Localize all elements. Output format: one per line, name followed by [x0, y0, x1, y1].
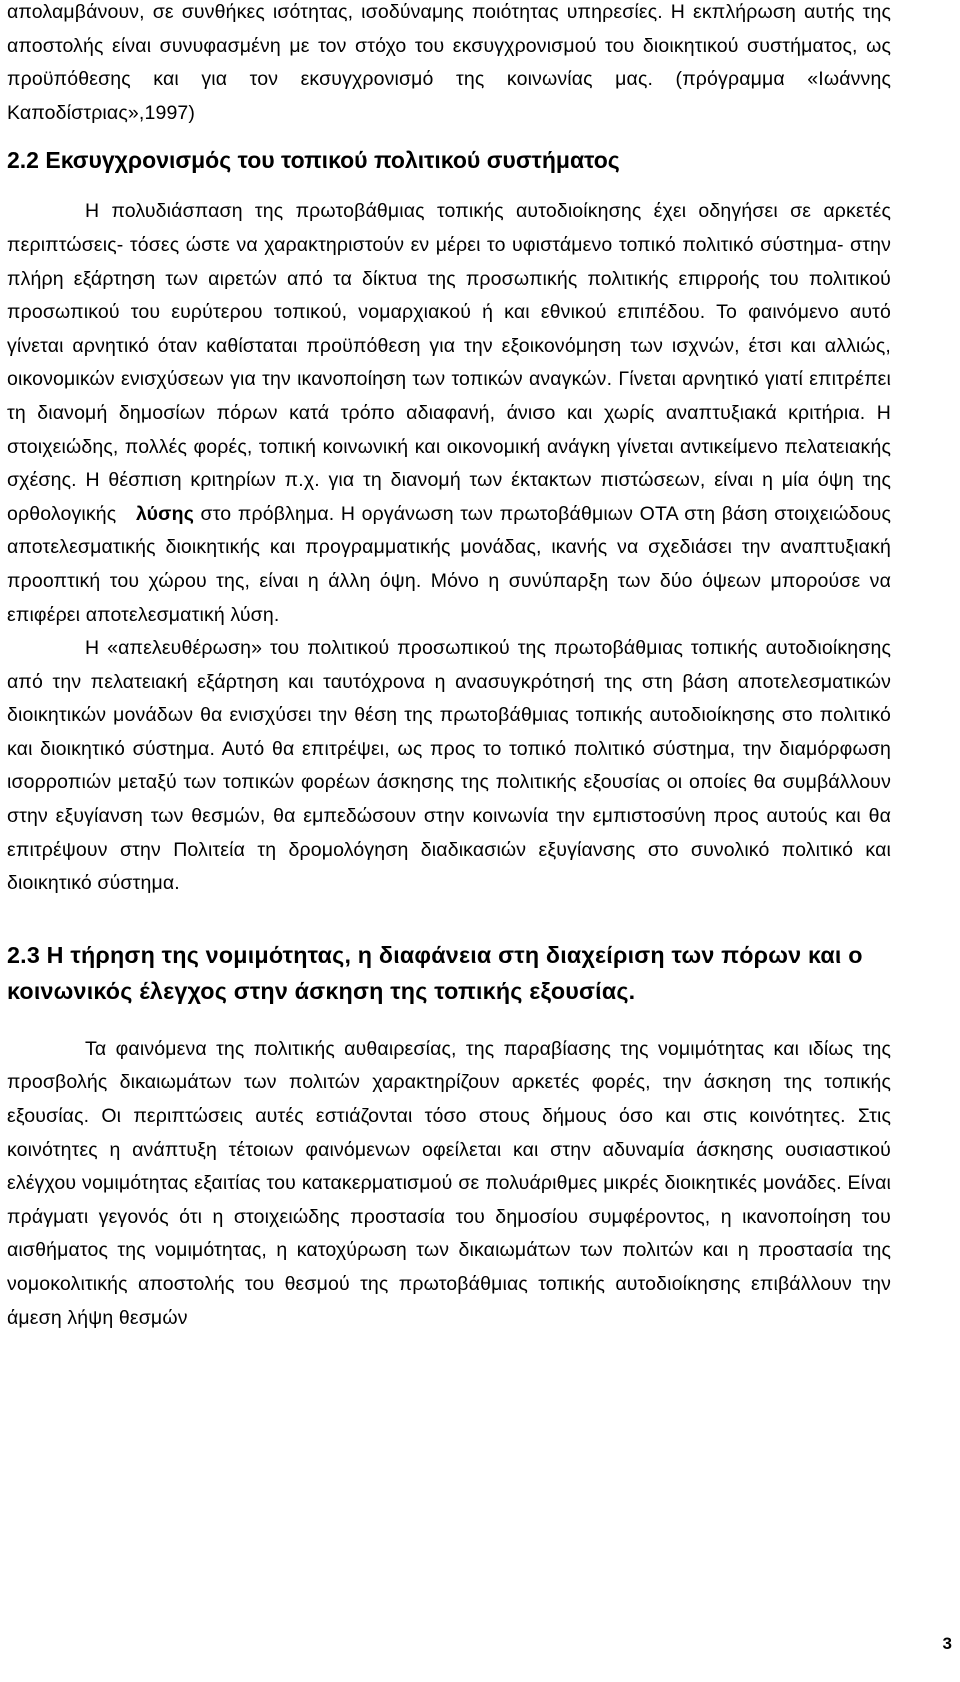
section-2-2-p1-text-b: στο πρόβλημα. Η οργάνωση των πρωτοβάθμιων ΟΤΑ στη βάση στοιχειώδους αποτελεσματικής διοικητικής και προγραμματικής μονάδας, ικανής να σχεδιάσει την αναπτυξιακή προοπτική του χώρου της, είναι η άλλη όψη. Μόνο η συνύπαρξη των δύο όψεων μπορούσε να επιφέρει αποτελεσματική λύση. — [7, 502, 891, 626]
section-2-3-paragraph-1: Τα φαινόμενα της πολιτικής αυθαιρεσίας, της παραβίασης της νομιμότητας και ιδίως της προσβολής δικαιωμάτων των πολιτών χαρακτηρίζουν αρκετές φορές, την άσκηση της τοπικής εξουσίας. Οι περιπτώσεις αυτές εστιάζονται τόσο στους δήμους όσο και στις κοινότητες. Στις κοινότητες η ανάπτυξη τέτοιων φαινόμενων οφείλεται και στην αδυναμία άσκησης ουσιαστικού ελέγχου νομιμότητας εξαιτίας του κατακερματισμού σε πολυάριθμες μικρές διοικητικές μονάδες. Είναι πράγματι γεγονός ότι η στοιχειώδης προστασία του δημοσίου συμφέροντος, η ικανοποίηση του αισθήματος της νομιμότητας, η κατοχύρωση των δικαιωμάτων των πολιτών και η προστασία της νομοκολιτικής αποστολής του θεσμού της πρωτοβάθμιας τοπικής αυτοδιοίκησης επιβάλλουν την άμεση λήψη θεσμών — [7, 1037, 891, 1329]
bold-term-solution: λύσης — [135, 502, 194, 525]
document-page — [7, 0, 891, 1335]
page-number: 3 — [942, 1634, 952, 1653]
section-2-2-heading: 2.2 Εκσυγχρονισμός του τοπικού πολιτικού συστήματος — [7, 147, 620, 174]
section-2-3-heading: 2.3 Η τήρηση της νομιμότητας, η διαφάνεια στη διαχείριση των πόρων και ο κοινωνικός έλεγχος στην άσκηση της τοπικής εξουσίας. — [7, 941, 863, 1004]
intro-paragraph: απολαμβάνουν, σε συνθήκες ισότητας, ισοδύναμης ποιότητας υπηρεσίες. Η εκπλήρωση αυτής της αποστολής είναι συνυφασμένη με τον στόχο του εκσυγχρονισμού του διοικητικού συστήματος, ως προϋπόθεσης και για τον εκσυγχρονισμό της κοινωνίας μας. (πρόγραμμα «Ιωάννης Καποδίστριας»,1997) — [7, 1, 891, 124]
section-2-2-p1-text-a: Η πολυδιάσπαση της πρωτοβάθμιας τοπικής αυτοδιοίκησης έχει οδηγήσει σε αρκετές περιπτώσεις- τόσες ώστε να χαρακτηριστούν εν μέρει το υφιστάμενο τοπικό πολιτικό σύστημα- στην πλήρη εξάρτηση των αιρετών από τα δίκτυα της προσωπικής πολιτικής επιρροής του πολιτικού προσωπικού του ευρύτερου τοπικού, νομαρχιακού ή και εθνικού επιπέδου. Το φαινόμενο αυτό γίνεται αρνητικό όταν καθίσταται προϋπόθεση για την εξοικονόμηση των ισχνών, έτσι και αλλιώς, οικονομικών ενισχύσεων για την ικανοποίηση των τοπικών αναγκών. Γίνεται αρνητικό γιατί επιτρέπει τη διανομή δημοσίων πόρων κατά τρόπο αδιαφανή, άνισο και χωρίς αναπτυξιακά κριτήρια. Η στοιχειώδης, πολλές φορές, τοπική κοινωνική και οικονομική ανάγκη γίνεται αντικείμενο πελατειακής σχέσης. Η θέσπιση κριτηρίων π.χ. για τη διανομή των έκτακτων πιστώσεων, είναι η μία όψη της ορθολογικής — [7, 200, 891, 525]
section-2-2-paragraph-2: Η «απελευθέρωση» του πολιτικού προσωπικού της πρωτοβάθμιας τοπικής αυτοδιοίκησης από την πελατειακή εξάρτηση και ταυτόχρονα η ανασυγκρότησή της στη βάση αποτελεσματικών διοικητικών μονάδων θα ενισχύσει την θέση της πρωτοβάθμιας τοπικής αυτοδιοίκησης στο πολιτικό και διοικητικό σύστημα. Αυτό θα επιτρέψει, ως προς το τοπικό πολιτικό σύστημα, την διαμόρφωση ισορροπιών μεταξύ των τοπικών φορέων άσκησης της πολιτικής εξουσίας οι οποίες θα συμβάλλουν στην εξυγίανση των θεσμών, θα εμπεδώσουν στην κοινωνία την εμπιστοσύνη προς αυτούς και θα επιτρέψουν στην Πολιτεία τη δρομολόγηση διαδικασιών εξυγίανσης στο συνολικό πολιτικό και διοικητικό σύστημα. — [7, 637, 891, 895]
section-2-2-paragraph-1 — [7, 195, 891, 632]
